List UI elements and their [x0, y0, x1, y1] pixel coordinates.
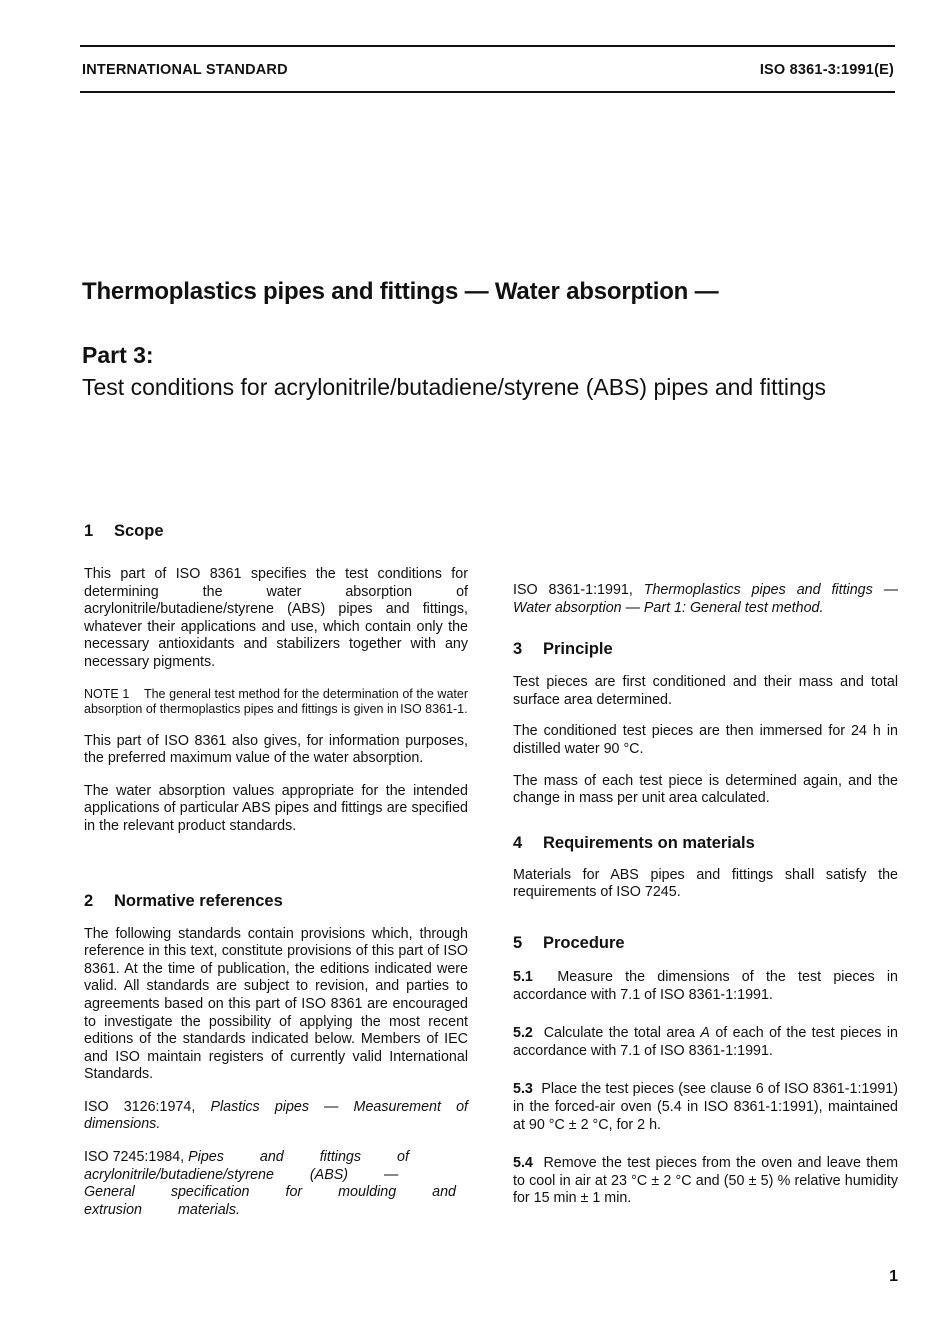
reference-title: Pipes and fittings of acrylonitrile/butadiene/styrene (ABS) — General specification for moulding and extrusion materials.	[84, 1149, 456, 1218]
document-type: INTERNATIONAL STANDARD	[82, 62, 288, 78]
note-text: The general test method for the determination of the water absorption of thermoplastics pipes and fittings is given in ISO 8361-1.	[84, 686, 469, 716]
scope-paragraph-2: This part of ISO 8361 also gives, for information purposes, the preferred maximum value of the water absorption.	[84, 732, 468, 767]
normative-paragraph: The following standards contain provisions which, through reference in this text, constitute provisions of this part of ISO 8361. At the time of publication, the editions indicated were valid. All standards are subject to revision, and parties to agreements based on this part of ISO 8361 are encouraged to investigate the possibility of applying the most recent editions of the standards indicated below. Members of IEC and ISO maintain registers of currently valid International Standards.	[84, 925, 468, 1083]
step-text: Measure the dimensions of the test pieces in accordance with 7.1 of ISO 8361-1:1991.	[513, 968, 898, 1003]
section-number: 1	[84, 522, 94, 540]
note-1	[84, 687, 468, 717]
left-column	[84, 514, 468, 1219]
procedure-step-5-1	[513, 969, 898, 1004]
procedure-step-5-3	[513, 1081, 898, 1134]
section-title: Procedure	[543, 933, 625, 952]
section-heading-normative-references	[84, 890, 468, 912]
reference-title: Plastics pipes — Measurement of dimensions.	[84, 1098, 468, 1133]
section-title: Principle	[543, 640, 613, 659]
section-heading-scope	[84, 520, 468, 542]
section-number: 4	[513, 833, 523, 852]
header-rule-bottom	[80, 91, 895, 93]
section-heading-requirements	[513, 832, 898, 854]
principle-paragraph-1: Test pieces are first conditioned and their mass and total surface area determined.	[513, 674, 898, 708]
scope-paragraph-3: The water absorption values appropriate for the intended applications of particular ABS pipes and fittings are specified in the relevant product standards.	[84, 782, 468, 834]
procedure-step-5-2	[513, 1025, 898, 1060]
requirements-paragraph: Materials for ABS pipes and fittings shall satisfy the requirements of ISO 7245.	[513, 866, 898, 901]
page-number: 1	[889, 1268, 898, 1285]
step-label: 5.1	[513, 968, 533, 985]
section-title: Scope	[114, 522, 164, 540]
document-title: Thermoplastics pipes and fittings — Water absorption —	[82, 278, 719, 305]
section-heading-procedure	[513, 932, 898, 954]
reference-code: ISO 3126:1974,	[84, 1098, 196, 1115]
standard-number: ISO 8361-3:1991(E)	[759, 62, 894, 78]
procedure-step-5-4	[513, 1155, 898, 1208]
section-number: 5	[513, 933, 523, 952]
reference-iso-7245	[84, 1149, 468, 1219]
step-text: of each of the test pieces in accordance with 7.1 of ISO 8361-1:1991.	[513, 1025, 898, 1059]
header-rule-top	[80, 45, 895, 47]
section-title: Requirements on materials	[543, 833, 755, 852]
step-label: 5.3	[513, 1081, 533, 1098]
part-subtitle: Test conditions for acrylonitrile/butadiene/styrene (ABS) pipes and fittings	[82, 374, 827, 400]
step-text: Calculate the total area	[543, 1025, 695, 1042]
section-number: 2	[84, 891, 94, 910]
section-title: Normative references	[114, 891, 283, 910]
scope-paragraph-1: This part of ISO 8361 specifies the test conditions for determining the water absorption of acrylonitrile/butadiene/styrene (ABS) pipes and fittings, whatever their applications and use, which contain only the necessary antioxidants and stabilizers together with any necessary pigments.	[84, 566, 468, 670]
reference-code: ISO 8361-1:1991,	[513, 582, 633, 598]
principle-paragraph-2: The conditioned test pieces are then immersed for 24 h in distilled water 90 °C.	[513, 723, 898, 757]
principle-paragraph-3: The mass of each test piece is determined again, and the change in mass per unit area calculated.	[513, 772, 898, 807]
section-heading-principle	[513, 638, 898, 660]
note-label: NOTE 1	[84, 686, 130, 701]
reference-title: Thermoplastics pipes and fittings — Water absorption — Part 1: General test method.	[513, 582, 898, 616]
right-column	[513, 514, 898, 1208]
step-text: Remove the test pieces from the oven and leave them to cool in air at 23 °C ± 2 °C and (50 ± 5) % relative humidity for 15 min ± 1 min.	[513, 1155, 898, 1207]
step-label: 5.2	[513, 1025, 533, 1042]
section-number: 3	[513, 640, 523, 659]
reference-iso-3126	[84, 1099, 468, 1134]
step-label: 5.4	[513, 1155, 533, 1172]
part-label: Part 3:	[82, 342, 154, 368]
reference-code: ISO 7245:1984,	[84, 1149, 185, 1166]
area-symbol: A	[700, 1025, 710, 1042]
reference-iso-8361-1	[513, 582, 898, 617]
step-text: Place the test pieces (see clause 6 of ISO 8361-1:1991) in the forced-air oven (5.4 in ISO 8361-1:1991), maintained at 90 °C ± 2 °C, for 2 h.	[513, 1081, 898, 1133]
